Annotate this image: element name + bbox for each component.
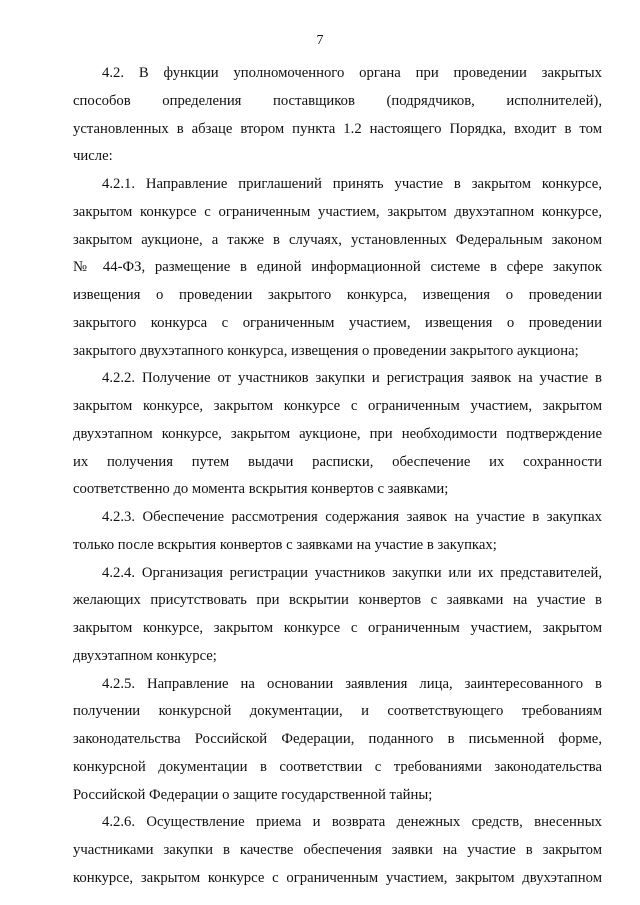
text-line: 4.2.5. Направление на основании заявления лица, заинтересованного в [102,675,602,692]
text-line: соответственно до момента вскрытия конвертов с заявками; [73,481,449,498]
text-line: желающих присутствовать при вскрытии конвертов с заявками на участие в [73,592,602,609]
text-line: 4.2.6. Осуществление приема и возврата денежных средств, внесенных [102,814,602,831]
text-line: способов определения поставщиков (подрядчиков, исполнителей), [73,92,602,109]
text-line: двухэтапном конкурсе, закрытом аукционе, при необходимости подтверждение [73,425,602,442]
text-line: числе: [73,148,113,165]
text-line: участниками закупки в качестве обеспечения заявки на участие в закрытом [73,842,602,858]
text-line: закрытом аукционе, а также в случаях, установленных Федеральным законом [73,231,602,248]
text-line: 4.2.4. Организация регистрации участников закупки или их представителей, [102,564,602,581]
text-line: закрытого двухэтапного конкурса, извещения о проведении закрытого аукциона; [73,342,579,359]
text-line: Российской Федерации о защите государственной тайны; [73,786,433,803]
text-line: закрытого конкурса с ограниченным участием, извещения о проведении [73,314,602,331]
text-line: № 44-ФЗ, размещение в единой информационной системе в сфере закупок [73,259,602,276]
text-line: конкурсе, закрытом конкурсе с ограниченным участием, закрытом двухэтапном [73,869,602,886]
text-line: получении конкурсной документации, и соответствующего требованиям [73,703,602,720]
text-line: 4.2. В функции уполномоченного органа при проведении закрытых [102,65,602,81]
text-line: закрытом конкурсе, закрытом конкурсе с ограниченным участием, закрытом [73,398,602,414]
text-line: закрытом конкурсе, закрытом конкурсе с ограниченным участием, закрытом [73,620,602,636]
text-line: законодательства Российской Федерации, поданного в письменной форме, [73,731,602,747]
text-line: установленных в абзаце втором пункта 1.2 настоящего Порядка, входит в том [73,120,602,137]
text-line: 4.2.1. Направление приглашений принять участие в закрытом конкурсе, [102,176,602,192]
text-line: извещения о проведении закрытого конкурса, извещения о проведении [73,287,602,303]
page-number: 7 [316,33,324,48]
text-line: двухэтапном конкурсе; [73,647,217,664]
text-line: 4.2.3. Обеспечение рассмотрения содержания заявок на участие в закупках [102,509,602,525]
text-line: конкурсной документации в соответствии с требованиями законодательства [73,758,602,775]
text-line: их получения путем выдачи расписки, обеспечение их сохранности [73,453,602,470]
document-body [73,60,602,893]
text-line: только после вскрытия конвертов с заявками на участие в закупках; [73,536,497,553]
text-line: закрытом конкурсе с ограниченным участием, закрытом двухэтапном конкурсе, [73,203,602,220]
text-line: 4.2.2. Получение от участников закупки и регистрация заявок на участие в [102,370,602,387]
